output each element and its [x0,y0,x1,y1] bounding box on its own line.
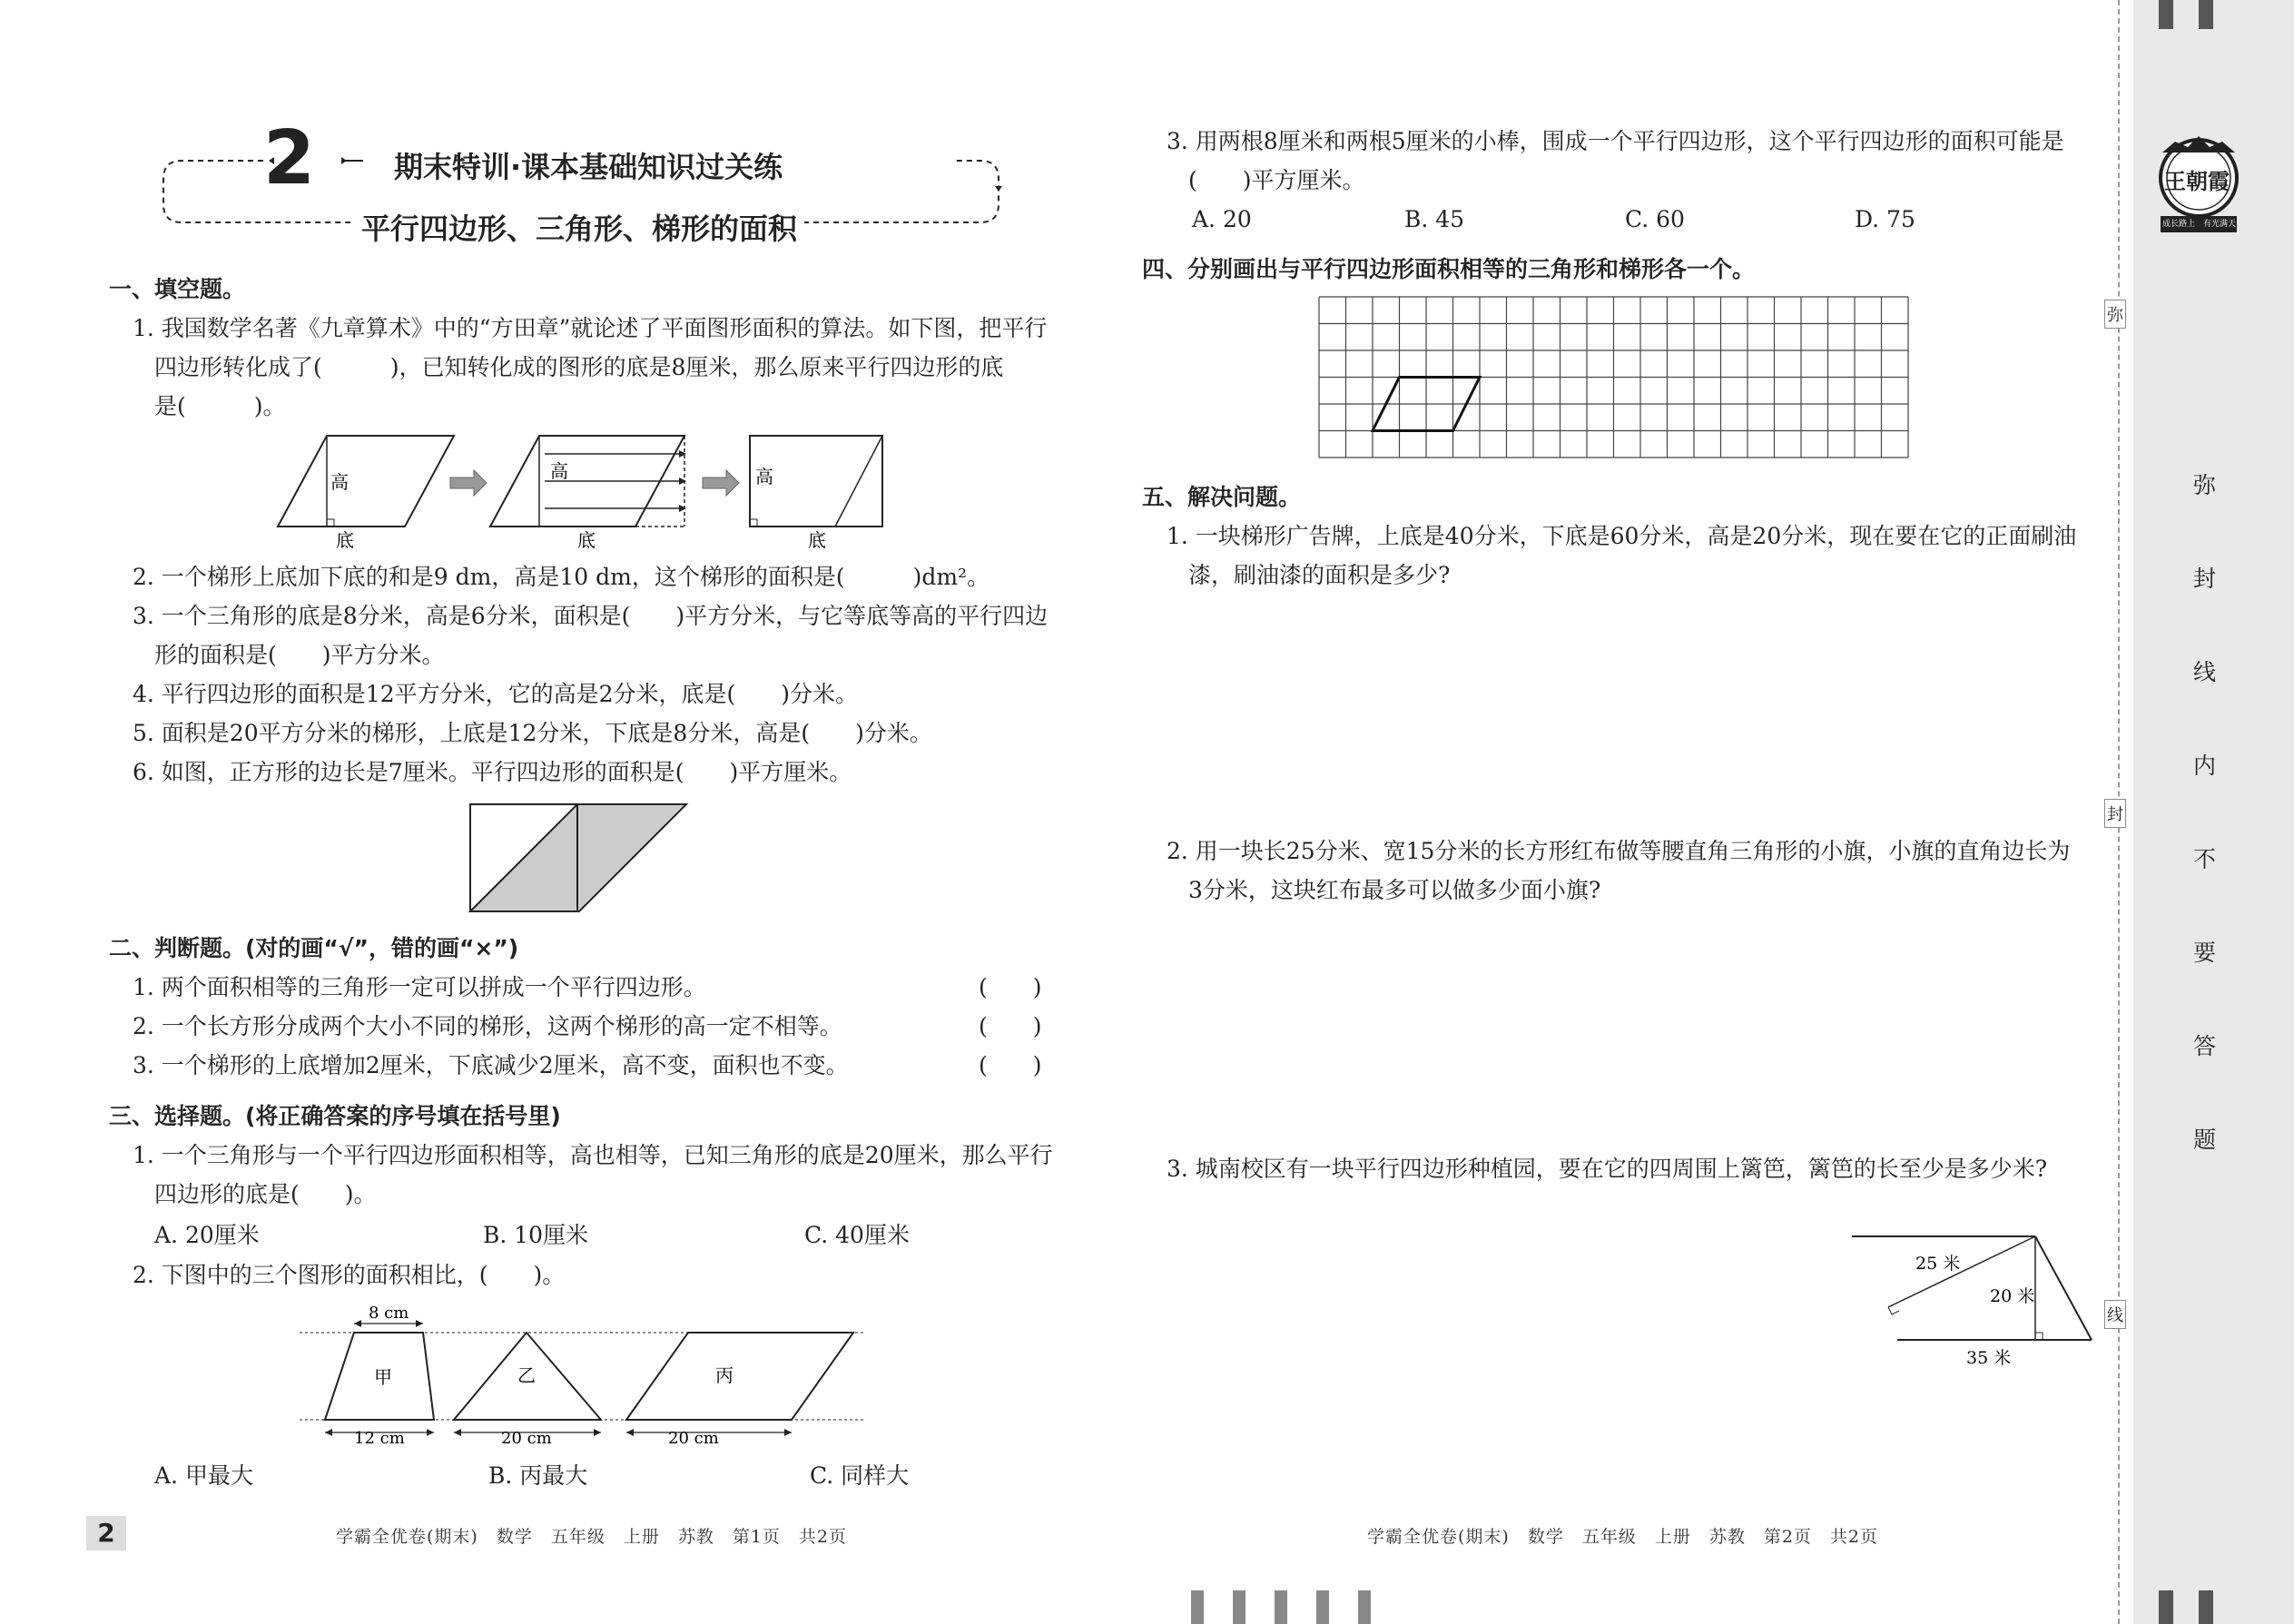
seal-mark-1: 弥 [2104,300,2126,329]
choice-q3-opt-a[interactable]: A. 20 [1192,206,1252,232]
judge-item-1: 1. 两个面积相等的三角形一定可以拼成一个平行四边形。 [133,974,706,1000]
choice-q1-line2: 四边形的底是( )。 [154,1181,377,1207]
fig-b3-label: 20 cm [668,1429,719,1448]
choice-q3-line1: 3. 用两根8厘米和两根5厘米的小棒，围成一个平行四边形，这个平行四边形的面积可能是 [1167,128,2064,154]
fig1-base-label-3: 底 [808,529,826,551]
notice-char: 答 [2193,1033,2217,1059]
fig-jia-label: 甲 [374,1366,392,1388]
section-heading: 五、解决问题。 [1142,484,1302,510]
problem-2-line1: 2. 用一块长25分米、宽15分米的长方形红布做等腰直角三角形的小旗，小旗的直角边长为 [1167,838,2071,864]
fig1-height-label-2: 高 [550,460,568,482]
question-1-line3: 是( )。 [154,393,286,419]
garden-b-label: 20 米 [1990,1286,2035,1306]
page-title: 期末特训·课本基础知识过关练 [394,150,783,184]
choice-q1-opt-b[interactable]: B. 10厘米 [483,1222,589,1248]
chapter-number: 2 [263,115,316,202]
problem-3: 3. 城南校区有一块平行四边形种植园，要在它的四周围上篱笆，篱笆的长至少是多少米? [1167,1156,2048,1182]
fig1-height-label-3: 高 [755,466,773,487]
answer-area-2[interactable] [1167,917,2074,1144]
question-3-line2: 形的面积是( )平方分米。 [154,642,445,668]
footer-right: 学霸全优卷(期末) 数学 五年级 上册 苏教 第2页 共2页 [1367,1527,1879,1547]
seal-mark-3: 线 [2104,1300,2126,1329]
choice-q2-opt-b[interactable]: B. 丙最大 [488,1462,588,1489]
choice-q3-opt-c[interactable]: C. 60 [1625,206,1685,232]
fig1-base-label-1: 底 [336,529,354,551]
question-1-line2: 四边形转化成了( )，已知转化成的图形的底是8厘米，那么原来平行四边形的底 [154,354,1004,380]
registration-marks-side [2159,1590,2222,1624]
question-4: 4. 平行四边形的面积是12平方分米，它的高是2分米，底是( )分米。 [133,681,859,707]
problem-1-line1: 1. 一块梯形广告牌，上底是40分米，下底是60分米，高是20分米，现在要在它的正面刷油 [1167,523,2077,549]
figure-parallelogram-transform [272,427,908,554]
choice-q3-line2: ( )平方厘米。 [1188,167,1365,193]
question-1-line1: 1. 我国数学名著《九章算术》中的“方田章”就论述了平面图形面积的算法。如下图，把平行 [133,315,1048,341]
judge-answer-1[interactable]: ( ) [979,974,1042,1000]
registration-marks-bottom [1191,1590,1373,1624]
page-number: 2 [97,1518,115,1548]
drawing-grid[interactable] [1318,296,1912,459]
figure-square-parallelogram [468,802,690,913]
question-2: 2. 一个梯形上底加下底的和是9 dm，高是10 dm，这个梯形的面积是( )dm²。 [133,564,990,590]
notice-char: 封 [2193,566,2217,592]
notice-char: 弥 [2193,472,2217,498]
judge-item-2: 2. 一个长方形分成两个大小不同的梯形，这两个梯形的高一定不相等。 [133,1013,842,1039]
fig1-height-label-1: 高 [330,471,349,493]
fig-yi-label: 乙 [517,1364,536,1386]
problem-2-line2: 3分米，这块红布最多可以做多少面小旗? [1188,877,1601,903]
page-number-box [86,1516,126,1550]
choice-q1-line1: 1. 一个三角形与一个平行四边形面积相等，高也相等，已知三角形的底是20厘米，那么平行 [133,1142,1053,1168]
notice-char: 题 [2193,1127,2217,1153]
section-heading: 二、判断题。(对的画“√”，错的画“×”) [109,935,519,961]
logo-slogan: 成长路上 有光满天 [2162,220,2237,229]
registration-marks-top [2159,0,2222,29]
figure-three-shapes [296,1300,868,1454]
answer-area-1[interactable] [1167,599,2074,826]
seal-mark-2: 封 [2104,799,2126,828]
fig-b1-label: 12 cm [354,1429,405,1448]
judge-item-3: 3. 一个梯形的上底增加2厘米，下底减少2厘米，高不变，面积也不变。 [133,1052,849,1078]
question-6: 6. 如图，正方形的边长是7厘米。平行四边形的面积是( )平方厘米。 [133,759,852,785]
choice-q2-opt-a[interactable]: A. 甲最大 [154,1462,253,1489]
brand-logo [2157,127,2240,245]
logo-name: 王朝霞 [2164,169,2230,194]
notice-char: 线 [2193,659,2217,685]
question-5: 5. 面积是20平方分米的梯形，上底是12分米，下底是8分米，高是( )分米。 [133,720,932,746]
fig-bing-label: 丙 [715,1364,733,1386]
section-heading: 三、选择题。(将正确答案的序号填在括号里) [109,1103,561,1129]
title-banner [154,115,1008,250]
choice-q2-opt-c[interactable]: C. 同样大 [810,1462,910,1489]
judge-answer-3[interactable]: ( ) [979,1052,1042,1078]
choice-q3-opt-b[interactable]: B. 45 [1404,206,1465,232]
choice-q2: 2. 下图中的三个图形的面积相比，( )。 [133,1262,566,1288]
garden-a-label: 25 米 [1915,1254,1961,1274]
problem-1-line2: 漆，刷油漆的面积是多少? [1188,562,1451,588]
section-heading: 一、填空题。 [109,276,246,302]
garden-c-label: 35 米 [1966,1348,2012,1368]
fig1-base-label-2: 底 [577,529,596,551]
choice-q3-opt-d[interactable]: D. 75 [1855,206,1915,232]
page-subtitle: 平行四边形、三角形、梯形的面积 [354,206,804,248]
judge-answer-2[interactable]: ( ) [979,1013,1042,1039]
fig-top-label: 8 cm [369,1304,409,1323]
footer-left: 学霸全优卷(期末) 数学 五年级 上册 苏教 第1页 共2页 [336,1527,848,1547]
figure-garden-parallelogram [1848,1231,2102,1376]
question-3-line1: 3. 一个三角形的底是8分米，高是6分米，面积是( )平方分米，与它等底等高的平行四边 [133,603,1049,629]
section-heading: 四、分别画出与平行四边形面积相等的三角形和梯形各一个。 [1142,256,1756,282]
notice-char: 不 [2193,846,2217,872]
fig-b2-label: 20 cm [501,1429,552,1448]
notice-char: 要 [2193,940,2217,966]
choice-q1-opt-a[interactable]: A. 20厘米 [154,1222,260,1248]
choice-q1-opt-c[interactable]: C. 40厘米 [804,1222,910,1248]
notice-char: 内 [2193,753,2217,779]
